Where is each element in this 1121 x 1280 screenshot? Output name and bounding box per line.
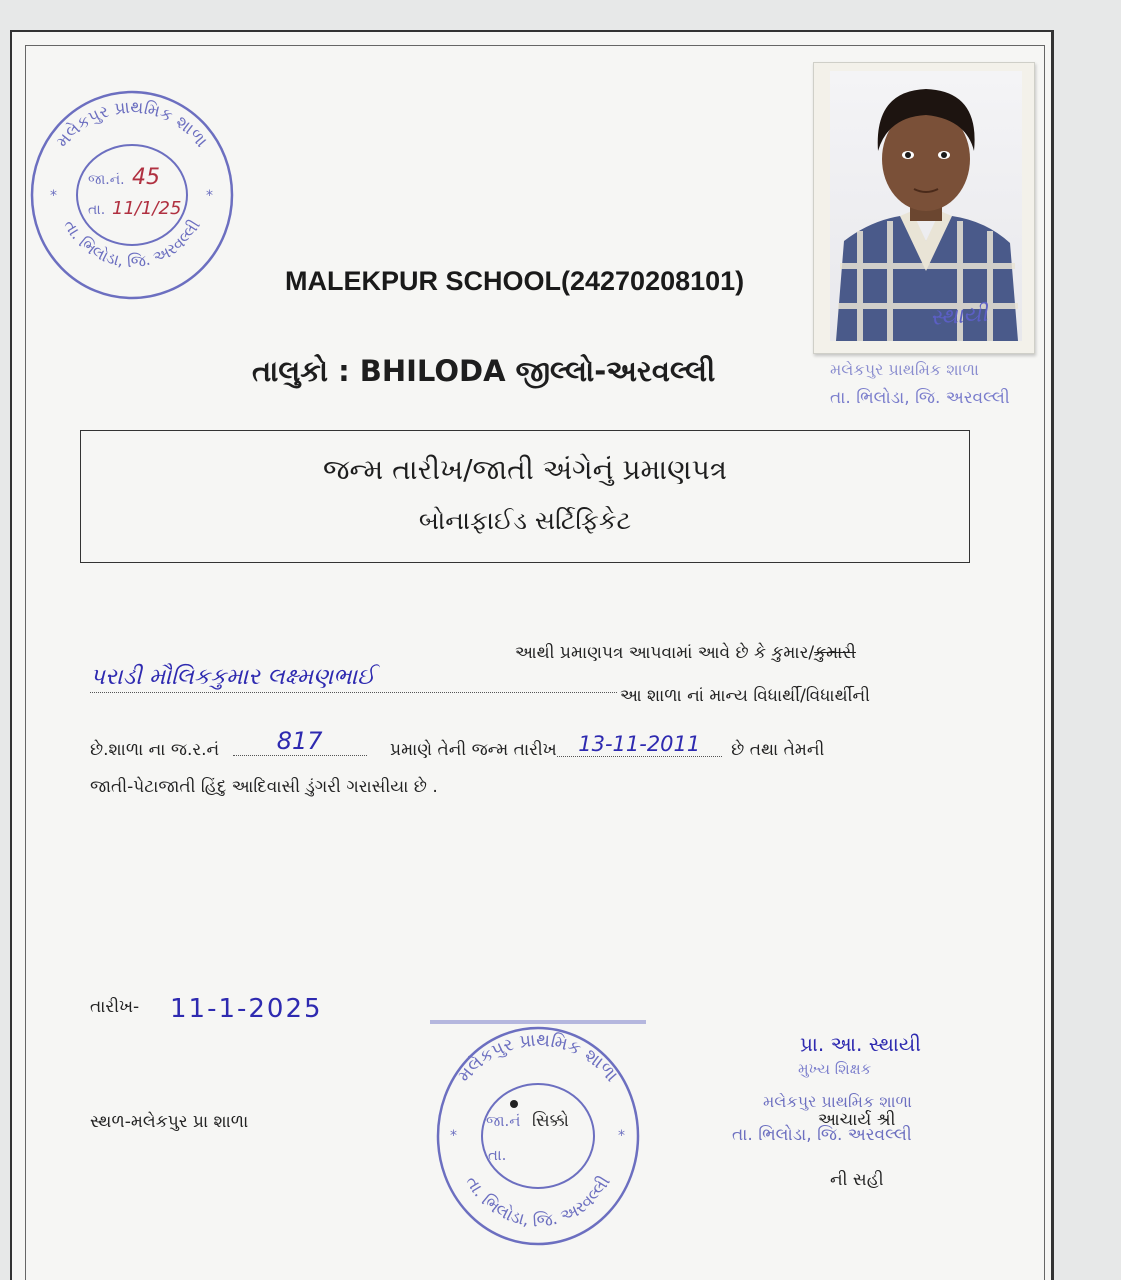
svg-text:મલેકપુર પ્રાથમિક શાળા <box>53 98 212 152</box>
stamp-ring-bottom-text: તા. ભિલોડા, જિ. અરવલ્લી <box>60 216 205 272</box>
footer-date-label: તારીખ- <box>90 997 140 1017</box>
bottom-stamp-ring-top-text: મલેકપુર પ્રાથમિક શાળા <box>453 1029 623 1087</box>
head-place: તા. ભિલોડા, જિ. અરવલ્લી <box>732 1125 912 1145</box>
photo-stamp-line1: મલેકપુર પ્રાથમિક શાળા <box>830 360 979 379</box>
bottom-stamp-date-label: તા. <box>488 1146 507 1164</box>
reg-number: 817 <box>276 727 323 755</box>
photo-stamp-signature: સ્થાયી <box>929 302 989 331</box>
bottom-stamp-no-label: જા.નં <box>486 1112 521 1130</box>
svg-text:તા. ભિલોડા, જિ. અરવલ્લી <box>461 1173 615 1232</box>
svg-text:મલેકપુર પ્રાથમિક શાળા <box>454 1030 623 1086</box>
head-title: મુખ્ય શિક્ષક <box>798 1060 872 1078</box>
intro-line <box>515 643 856 663</box>
stamp-date-value: 11/1/25 <box>112 198 182 219</box>
student-portrait-image <box>830 71 1022 341</box>
footer-date-value: 11-1-2025 <box>170 994 323 1024</box>
svg-text:*: * <box>450 1128 457 1144</box>
stamp-no-value: 45 <box>132 165 160 190</box>
school-stamp-bottom <box>428 1018 648 1250</box>
taluka-district: તાલુકો : BHILODA જીલ્લો-અરવલ્લી <box>252 354 716 388</box>
bottom-stamp-seal-label: સિક્કો <box>532 1111 569 1131</box>
caste-line: જાતી-પેટાજાતી હિંદુ આદિવાસી ડુંગરી ગરાસીયા છે . <box>90 777 438 797</box>
svg-text:તા. ભિલોડા, જિ. અરવલ્લી <box>60 216 204 271</box>
footer-place: સ્થળ-મલેકપુર પ્રા શાળા <box>90 1112 249 1132</box>
certificate-title-box <box>80 430 970 563</box>
reg-number-field <box>233 727 367 756</box>
head-school: મલેકપુર પ્રાથમિક શાળા <box>763 1092 912 1111</box>
bottom-stamp-ring-bottom-text: તા. ભિલોડા, જિ. અરવલ્લી <box>461 1172 615 1232</box>
after-birth-text: છે તથા તેમની <box>731 740 825 760</box>
intro-text: આથી પ્રમાણપત્ર આપવામાં આવે છે કે કુમાર/ <box>515 643 815 663</box>
svg-text:*: * <box>618 1128 625 1144</box>
stamp-date-label: તા. <box>88 202 106 218</box>
head-signature: પ્રા. આ. સ્થાયી <box>800 1032 921 1056</box>
birth-date-field <box>557 732 722 757</box>
school-stamp-top <box>28 88 236 302</box>
stamp-no-label: જા.નં. <box>88 172 125 188</box>
certificate-subtitle: બોનાફાઈડ સર્ટિફિકેટ <box>418 506 632 535</box>
svg-text:*: * <box>206 188 213 204</box>
reg-label: છે.શાળા ના જ.ર.નં <box>90 740 220 760</box>
birth-label: પ્રમાણે તેની જન્મ તારીખ <box>390 740 557 760</box>
certificate-title: જન્મ તારીખ/જાતી અંગેનું પ્રમાણપત્ર <box>323 453 727 486</box>
principal-title: આચાર્ય શ્રી <box>818 1110 896 1130</box>
reg-line <box>90 727 825 762</box>
svg-text:*: * <box>50 188 57 204</box>
name-line <box>90 664 617 693</box>
student-name: પરાડી મૌલિકકુમાર લક્ષ્મણભાઈ <box>90 664 617 693</box>
student-photo <box>813 62 1035 354</box>
photo-stamp-line2: તા. ભિલોડા, જિ. અરવલ્લી <box>830 388 1010 408</box>
birth-date: 13-11-2011 <box>578 732 701 756</box>
stamp-ring-top-text: મલેકપુર પ્રાથમિક શાળા <box>52 97 212 152</box>
signature-caption: ની સહી <box>830 1170 884 1190</box>
after-name-text: આ શાળા નાં માન્ય વિધાર્થી/વિધાર્થીની <box>620 686 871 706</box>
school-name: MALEKPUR SCHOOL(24270208101) <box>285 266 745 296</box>
intro-struck-text: કુમારી <box>814 643 856 663</box>
